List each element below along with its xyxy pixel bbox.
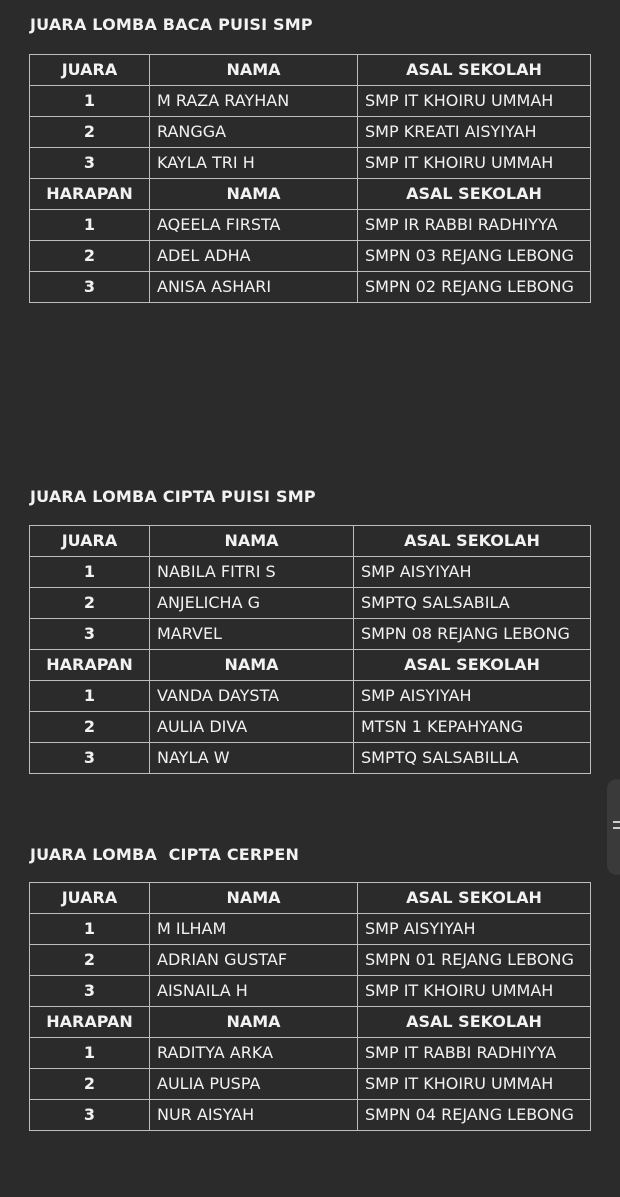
table-row xyxy=(30,557,591,588)
school-cell: SMPTQ SALSABILLA xyxy=(354,743,591,774)
table-row xyxy=(30,681,591,712)
rank-cell: 2 xyxy=(30,241,150,272)
name-cell: AULIA DIVA xyxy=(150,712,354,743)
rank-cell: 1 xyxy=(30,1038,150,1069)
school-cell: SMPTQ SALSABILA xyxy=(354,588,591,619)
handle-grip-icon xyxy=(613,827,620,829)
name-cell: ANJELICHA G xyxy=(150,588,354,619)
rank-cell: 2 xyxy=(30,117,150,148)
rank-cell: 2 xyxy=(30,588,150,619)
header-nama: NAMA xyxy=(150,883,358,914)
section-title-cipta-puisi: JUARA LOMBA CIPTA PUISI SMP xyxy=(30,487,316,506)
school-cell: SMP AISYIYAH xyxy=(358,914,591,945)
rank-cell: 2 xyxy=(30,712,150,743)
table-header-row-harapan xyxy=(30,179,591,210)
table-row xyxy=(30,148,591,179)
header-juara: JUARA xyxy=(30,883,150,914)
side-scroll-handle[interactable] xyxy=(607,779,620,875)
header-harapan: HARAPAN xyxy=(30,1007,150,1038)
results-table-cipta-puisi xyxy=(29,525,591,774)
name-cell: ADRIAN GUSTAF xyxy=(150,945,358,976)
header-harapan: HARAPAN xyxy=(30,650,150,681)
table-header-row-harapan xyxy=(30,1007,591,1038)
name-cell: AQEELA FIRSTA xyxy=(150,210,358,241)
name-cell: M ILHAM xyxy=(150,914,358,945)
school-cell: SMP IT KHOIRU UMMAH xyxy=(358,976,591,1007)
table-row xyxy=(30,86,591,117)
name-cell: AISNAILA H xyxy=(150,976,358,1007)
school-cell: SMP IT KHOIRU UMMAH xyxy=(358,1069,591,1100)
rank-cell: 3 xyxy=(30,976,150,1007)
table-row xyxy=(30,619,591,650)
header-nama: NAMA xyxy=(150,650,354,681)
table-row xyxy=(30,743,591,774)
results-table-baca-puisi xyxy=(29,54,591,303)
name-cell: NUR AISYAH xyxy=(150,1100,358,1131)
table-header-row xyxy=(30,55,591,86)
header-nama: NAMA xyxy=(150,55,358,86)
table-row xyxy=(30,272,591,303)
name-cell: M RAZA RAYHAN xyxy=(150,86,358,117)
name-cell: MARVEL xyxy=(150,619,354,650)
name-cell: RANGGA xyxy=(150,117,358,148)
rank-cell: 3 xyxy=(30,272,150,303)
header-asal-sekolah: ASAL SEKOLAH xyxy=(354,526,591,557)
school-cell: MTSN 1 KEPAHYANG xyxy=(354,712,591,743)
rank-cell: 1 xyxy=(30,681,150,712)
school-cell: SMPN 02 REJANG LEBONG xyxy=(358,272,591,303)
school-cell: SMP IT KHOIRU UMMAH xyxy=(358,86,591,117)
table-row xyxy=(30,588,591,619)
header-asal-sekolah: ASAL SEKOLAH xyxy=(358,179,591,210)
rank-cell: 1 xyxy=(30,557,150,588)
header-nama: NAMA xyxy=(150,526,354,557)
name-cell: VANDA DAYSTA xyxy=(150,681,354,712)
rank-cell: 2 xyxy=(30,945,150,976)
rank-cell: 1 xyxy=(30,914,150,945)
rank-cell: 3 xyxy=(30,1100,150,1131)
rank-cell: 3 xyxy=(30,743,150,774)
name-cell: NAYLA W xyxy=(150,743,354,774)
table-header-row xyxy=(30,883,591,914)
table-header-row-harapan xyxy=(30,650,591,681)
header-asal-sekolah: ASAL SEKOLAH xyxy=(358,1007,591,1038)
header-juara: JUARA xyxy=(30,526,150,557)
rank-cell: 2 xyxy=(30,1069,150,1100)
school-cell: SMPN 04 REJANG LEBONG xyxy=(358,1100,591,1131)
header-asal-sekolah: ASAL SEKOLAH xyxy=(358,55,591,86)
school-cell: SMP AISYIYAH xyxy=(354,557,591,588)
name-cell: AULIA PUSPA xyxy=(150,1069,358,1100)
rank-cell: 1 xyxy=(30,210,150,241)
school-cell: SMP IR RABBI RADHIYYA xyxy=(358,210,591,241)
handle-grip-icon xyxy=(613,821,620,823)
table-row xyxy=(30,210,591,241)
header-harapan: HARAPAN xyxy=(30,179,150,210)
table-row xyxy=(30,945,591,976)
table-row xyxy=(30,1100,591,1131)
table-row xyxy=(30,712,591,743)
name-cell: ANISA ASHARI xyxy=(150,272,358,303)
school-cell: SMP AISYIYAH xyxy=(354,681,591,712)
school-cell: SMP IT KHOIRU UMMAH xyxy=(358,148,591,179)
header-nama: NAMA xyxy=(150,179,358,210)
header-nama: NAMA xyxy=(150,1007,358,1038)
rank-cell: 1 xyxy=(30,86,150,117)
name-cell: RADITYA ARKA xyxy=(150,1038,358,1069)
table-row xyxy=(30,914,591,945)
table-row xyxy=(30,241,591,272)
school-cell: SMP IT RABBI RADHIYYA xyxy=(358,1038,591,1069)
header-asal-sekolah: ASAL SEKOLAH xyxy=(354,650,591,681)
school-cell: SMPN 08 REJANG LEBONG xyxy=(354,619,591,650)
rank-cell: 3 xyxy=(30,148,150,179)
table-header-row xyxy=(30,526,591,557)
section-title-cipta-cerpen: JUARA LOMBA CIPTA CERPEN xyxy=(30,845,300,864)
rank-cell: 3 xyxy=(30,619,150,650)
table-row xyxy=(30,1069,591,1100)
name-cell: ADEL ADHA xyxy=(150,241,358,272)
table-row xyxy=(30,117,591,148)
header-asal-sekolah: ASAL SEKOLAH xyxy=(358,883,591,914)
table-row xyxy=(30,976,591,1007)
table-row xyxy=(30,1038,591,1069)
header-juara: JUARA xyxy=(30,55,150,86)
results-table-cipta-cerpen xyxy=(29,882,591,1131)
section-title-baca-puisi: JUARA LOMBA BACA PUISI SMP xyxy=(30,15,313,34)
name-cell: KAYLA TRI H xyxy=(150,148,358,179)
school-cell: SMPN 01 REJANG LEBONG xyxy=(358,945,591,976)
school-cell: SMPN 03 REJANG LEBONG xyxy=(358,241,591,272)
name-cell: NABILA FITRI S xyxy=(150,557,354,588)
school-cell: SMP KREATI AISYIYAH xyxy=(358,117,591,148)
